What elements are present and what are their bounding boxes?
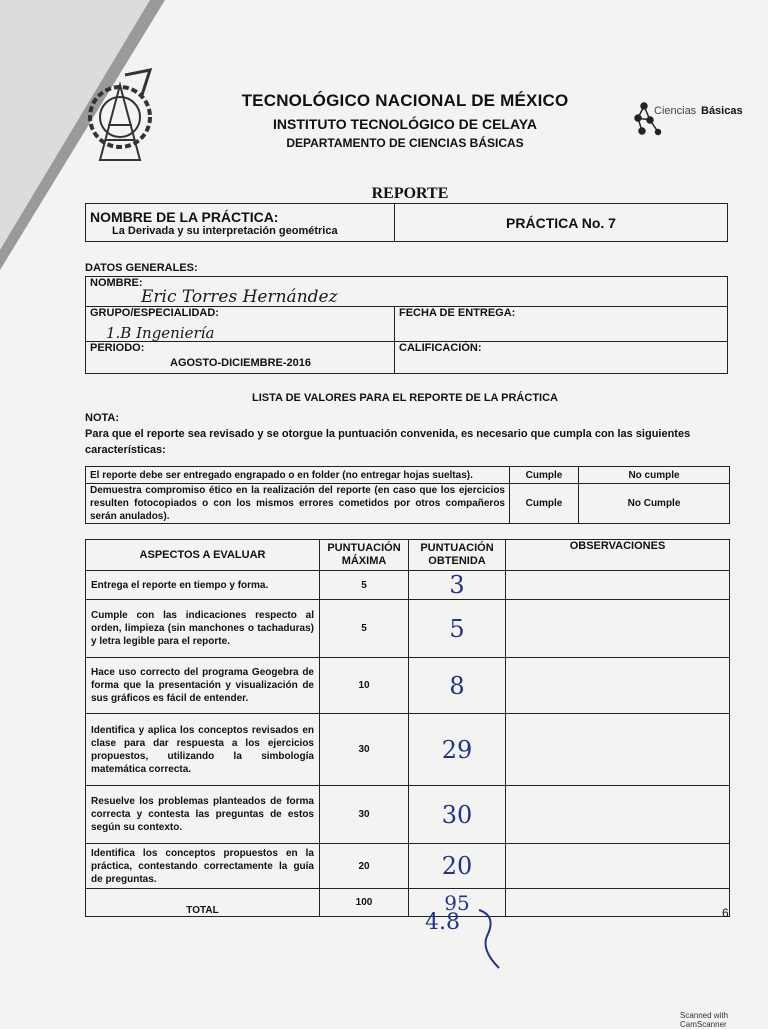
obtained-score: 8	[409, 658, 506, 714]
aspect-text: Resuelve los problemas planteados de forma correcta y contesta las preguntas de estos según su contexto.	[86, 786, 320, 844]
practice-number: PRÁCTICA No. 7	[506, 214, 616, 231]
total-label: TOTAL	[86, 889, 320, 917]
aspect-text: Identifica y aplica los conceptos revisados en clase para dar respuesta a los ejercicios propuestos, utilizando la simbología matemática correcta.	[86, 714, 320, 786]
period-value: AGOSTO-DICIEMBRE-2016	[170, 357, 311, 369]
observation-cell	[506, 571, 730, 600]
student-name-value: Eric Torres Hernández	[141, 287, 338, 307]
observation-cell	[506, 600, 730, 658]
requirements-table	[85, 466, 730, 524]
svg-text:Básicas: Básicas	[701, 105, 743, 117]
aspects-header: ASPECTOS A EVALUAR	[86, 540, 320, 571]
obtained-score: 30	[409, 786, 506, 844]
checklist-title: LISTA DE VALORES PARA EL REPORTE DE LA PRÁCTICA	[252, 392, 558, 404]
general-data-label: DATOS GENERALES:	[85, 262, 198, 274]
delivery-date-label: FECHA DE ENTREGA:	[399, 307, 516, 319]
final-grade: 4.8	[425, 910, 460, 935]
evaluation-row	[86, 658, 730, 714]
requirement-yes: Cumple	[510, 467, 579, 484]
evaluation-header-row	[86, 540, 730, 571]
note-label: NOTA:	[85, 412, 120, 424]
total-obtained: 95	[409, 889, 506, 917]
total-row	[86, 889, 730, 917]
evaluation-row	[86, 571, 730, 600]
observation-cell	[506, 786, 730, 844]
requirement-no: No cumple	[579, 467, 730, 484]
observations-header: OBSERVACIONES	[506, 540, 730, 571]
grade-bracket-mark	[475, 908, 505, 970]
group-value: 1.B Ingeniería	[106, 324, 215, 342]
practice-table	[85, 203, 728, 242]
requirement-no: No Cumple	[579, 484, 730, 524]
requirement-text: El reporte debe ser entregado engrapado o en folder (no entregar hojas sueltas).	[86, 467, 510, 484]
note	[85, 410, 730, 458]
aspect-text: Cumple con las indicaciones respecto al orden, limpieza (sin manchones o tachaduras) y letra legible para el reporte.	[86, 600, 320, 658]
observation-cell	[506, 844, 730, 889]
institution-name: TECNOLÓGICO NACIONAL DE MÉXICO	[241, 91, 569, 110]
practice-name-value: La Derivada y su interpretación geométrica	[112, 224, 338, 237]
requirement-row	[86, 467, 730, 484]
max-score-header: PUNTUACIÓN MÁXIMA	[320, 540, 409, 571]
aspect-text: Hace uso correcto del programa Geogebra de forma que la presentación y visualización de sus gráficos es fácil de entender.	[86, 658, 320, 714]
obtained-score-header: PUNTUACIÓN OBTENIDA	[409, 540, 506, 571]
evaluation-row	[86, 844, 730, 889]
evaluation-row	[86, 600, 730, 658]
max-score: 5	[320, 600, 409, 658]
obtained-score: 3	[409, 571, 506, 600]
page-number: 6	[722, 906, 729, 920]
total-max: 100	[320, 889, 409, 917]
general-data-table	[85, 276, 728, 374]
practice-name-label: NOMBRE DE LA PRÁCTICA:	[90, 208, 279, 225]
evaluation-row	[86, 714, 730, 786]
max-score: 5	[320, 571, 409, 600]
obtained-score: 20	[409, 844, 506, 889]
observation-cell	[506, 714, 730, 786]
max-score: 20	[320, 844, 409, 889]
obtained-score: 5	[409, 600, 506, 658]
grade-label: CALIFICACIÓN:	[399, 342, 482, 354]
aspect-text: Entrega el reporte en tiempo y forma.	[86, 571, 320, 600]
evaluation-table	[85, 539, 730, 917]
svg-text:Ciencias: Ciencias	[654, 105, 697, 117]
aspect-text: Identifica los conceptos propuestos en la práctica, contestando correctamente la guía de preguntas.	[86, 844, 320, 889]
total-observation-cell	[506, 889, 730, 917]
note-text: Para que el reporte sea revisado y se otorgue la puntuación convenida, es necesario que cumpla con las siguientes características:	[85, 428, 691, 456]
group-label: GRUPO/ESPECIALIDAD:	[90, 307, 219, 319]
requirement-yes: Cumple	[510, 484, 579, 524]
observation-cell	[506, 658, 730, 714]
scanner-watermark: Scanned with CamScanner	[680, 1011, 729, 1029]
obtained-score: 29	[409, 714, 506, 786]
period-label: PERIODO:	[90, 342, 145, 354]
requirement-text: Demuestra compromiso ético en la realización del reporte (en caso que los ejercicios resulten fotocopiados o con los mismos errores cometidos por otros compañeros serán anulados).	[86, 484, 510, 524]
ciencias-basicas-logo	[630, 98, 748, 138]
evaluation-row	[86, 786, 730, 844]
requirement-row	[86, 484, 730, 524]
student-name-label: NOMBRE:	[90, 277, 143, 289]
max-score: 30	[320, 714, 409, 786]
institute-name: INSTITUTO TECNOLÓGICO DE CELAYA	[273, 116, 537, 132]
max-score: 30	[320, 786, 409, 844]
report-title: REPORTE	[371, 185, 449, 202]
tecnm-logo	[80, 65, 160, 170]
max-score: 10	[320, 658, 409, 714]
department-name: DEPARTAMENTO DE CIENCIAS BÁSICAS	[286, 136, 524, 150]
